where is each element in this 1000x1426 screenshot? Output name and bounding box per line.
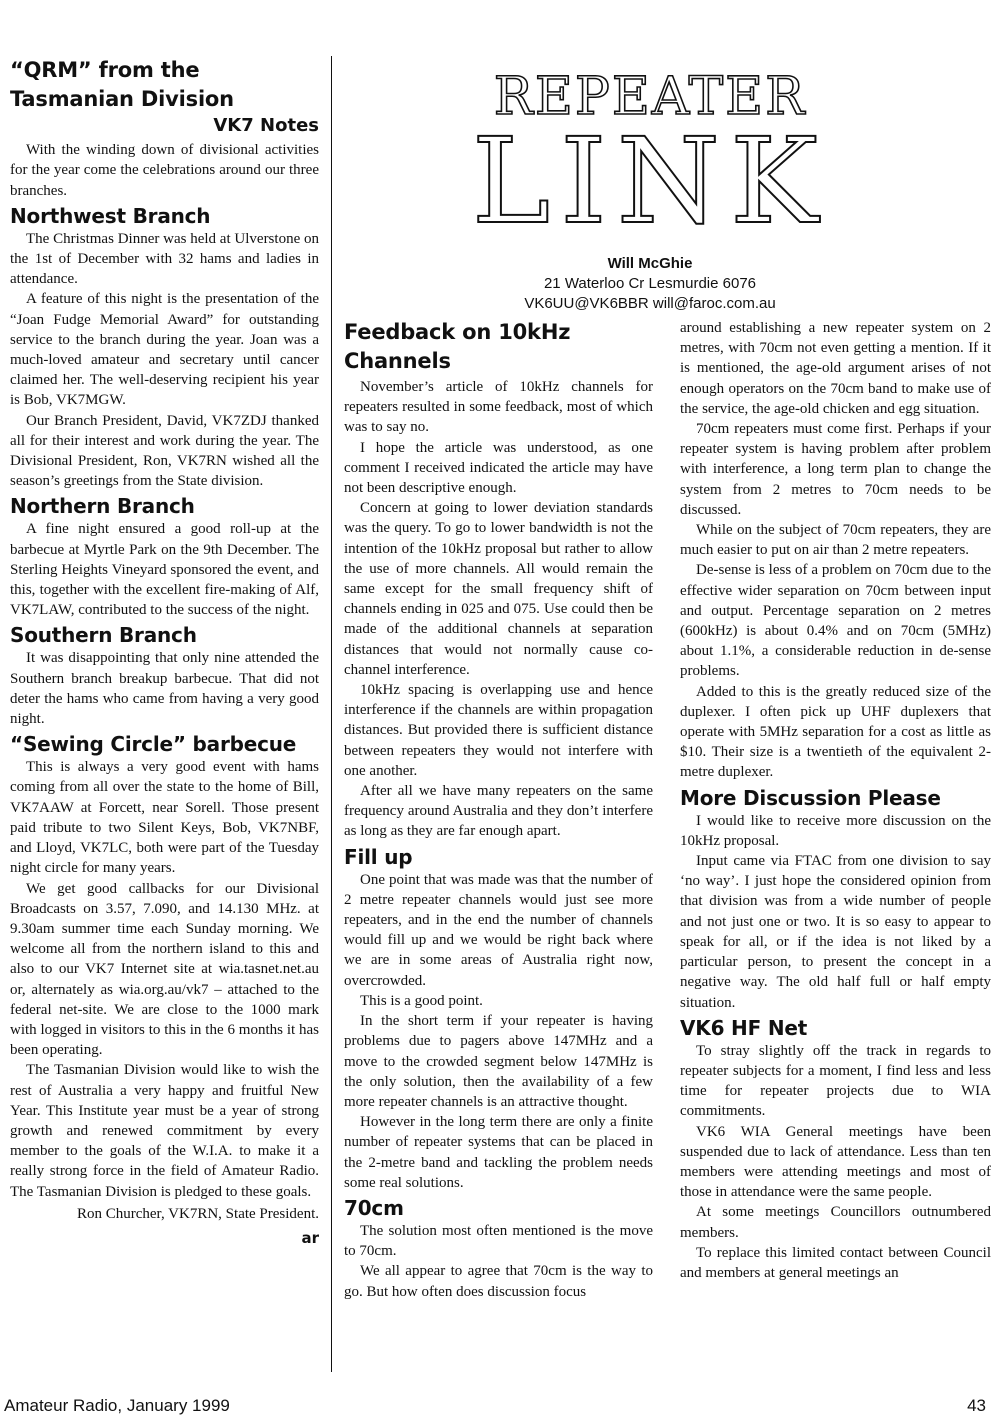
paragraph: Added to this is the greatly reduced size of the duplexer. I often pick up UHF duplexers that operate with 5MHz separation for a cost as little as $10. Their size is a twentieth of the equivalent 2-metre duplexer. <box>680 683 991 781</box>
article-title: “QRM” from the Tasmanian Division <box>10 58 234 111</box>
paragraph: De-sense is less of a problem on 70cm due to the effective wider separation on 70cm between input and output. Percentage separation on 2 metres (600kHz) is about 0.4% and on 70cm (5MHz) about 1.1%, a considerable reduction in de-sense problems. <box>680 562 991 680</box>
author-block <box>470 254 830 314</box>
right-column <box>680 318 991 1283</box>
paragraph: I would like to receive more discussion on the 10kHz proposal. <box>680 812 991 849</box>
signoff: Ron Churcher, VK7RN, State President. <box>76 1205 319 1222</box>
section-heading-70cm: 70cm <box>344 1195 404 1220</box>
paragraph: VK6 WIA General meetings have been suspended due to lack of attendance. Less than ten members were attending meetings and most of those in attendance were the same people. <box>680 1123 991 1201</box>
paragraph: However in the long term there are only a finite number of repeater systems that can be placed in the 2-metre band and tackling the problem needs some real solutions. <box>344 1114 653 1191</box>
paragraph: This is always a very good event with hams coming from all over the state to the home of Bill, VK7AAW at Forcett, near Sorell. Those present paid tribute to two Silent Keys, Bob, VK7NBF, and Lloyd, VK7LC, both were part of the Tuesday night circle for many years. <box>10 759 319 877</box>
author-address: 21 Waterloo Cr Lesmurdie 6076 <box>543 275 757 292</box>
paragraph: With the winding down of divisional activities for the year come the celebrations around our three branches. <box>10 142 319 199</box>
paragraph: While on the subject of 70cm repeaters, they are much easier to put on air than 2 metre repeaters. <box>680 522 991 559</box>
paragraph: 10kHz spacing is overlapping use and hence interference if the channels are within propagation distances. But provided there is sufficient distance between repeaters they would not interfere with one another. <box>344 682 653 779</box>
section-heading-northern: Northern Branch <box>10 494 195 519</box>
paragraph: I hope the article was understood, as one comment I received indicated the article may have not been descriptive enough. <box>344 439 653 497</box>
paragraph: November’s article of 10kHz channels for repeaters resulted in some feedback, most of which was to say no. <box>344 379 653 436</box>
section-heading-fill-up: Fill up <box>344 844 413 869</box>
paragraph: To stray slightly off the track in regards to repeater subjects for a moment, I find less and less time for repeater projects due to WIA commitments. <box>680 1042 991 1120</box>
logo-top-text: REPEATER <box>493 67 807 127</box>
paragraph: A fine night ensured a good roll-up at the barbecue at Myrtle Park on the 9th December. The Sterling Heights Vineyard sponsored the event, and this, together with the excellent fire-making of Alf, VK7LAW, contributed to the success of the night. <box>10 521 319 619</box>
paragraph: We all appear to agree that 70cm is the way to go. But how often does discussion focus <box>344 1263 653 1300</box>
page-number: 43 <box>967 1396 986 1415</box>
author-name: Will McGhie <box>607 255 693 272</box>
paragraph: The solution most often mentioned is the move to 70cm. <box>344 1222 653 1260</box>
article-subtitle: VK7 Notes <box>213 115 319 136</box>
section-heading-southern: Southern Branch <box>10 623 197 648</box>
section-heading-northwest: Northwest Branch <box>10 203 211 228</box>
paragraph: It was disappointing that only nine attended the Southern branch breakup barbecue. That did not deter the hams who came from having a very good night. <box>10 650 319 728</box>
paragraph: The Christmas Dinner was held at Ulverstone on the 1st of December with 32 hams and ladies in attendance. <box>10 230 319 288</box>
paragraph: One point that was made was that the number of 2 metre repeater channels would just see more repeaters, and in the end the number of channels would fill up and we would be right back where we are in some areas of Australia right now, overcrowded. <box>344 871 653 989</box>
paragraph: A feature of this night is the presentation of the “Joan Fudge Memorial Award” for outstanding service to the branch during the year. Joan was a much-loved amateur and secretary until cancer claimed her. The well-deserving recipient his year is Bob, VK7MGW. <box>10 291 319 409</box>
author-contact: VK6UU@VK6BBR will@faroc.com.au <box>524 295 776 312</box>
paragraph: To replace this limited contact between Council and members at general meetings an <box>680 1244 991 1281</box>
repeater-link-logo <box>470 62 830 234</box>
paragraph: After all we have many repeaters on the same frequency around Australia and they don’t interfere as long as they are far enough apart. <box>344 783 653 840</box>
section-heading-vk6-hf-net: VK6 HF Net <box>680 1015 808 1040</box>
paragraph: We get good callbacks for our Divisional Broadcasts on 3.57, 7.090, and 14.130 MHz. at 9.30am summer time each Sunday morning. We welcome all from the northern island to this and also to our VK7 Internet site at wia.tasnet.net.au or, alternately as wia.org.au/vk7 – attached to the federal net-site. We are close to the 1000 mark with logged in visitors to this in the 6 months it has been operating. <box>10 880 319 1059</box>
section-heading-more-discussion: More Discussion Please <box>680 785 941 810</box>
paragraph: This is a good point. <box>360 992 483 1009</box>
paragraph: Concern at going to lower deviation standards was the query. To go to lower bandwidth is not the intention of the 10kHz proposal but rather to allow the use of more channels. All would remain the same except for the small frequency shift of channels ending in 025 and 075. Use could then be made of the additional channels at separation distances that would not normally cause co-channel interference. <box>344 500 653 678</box>
publication-info: Amateur Radio, January 1999 <box>4 1396 230 1415</box>
paragraph: At some meetings Councillors outnumbered members. <box>680 1204 991 1241</box>
paragraph: around establishing a new repeater system on 2 metres, with 70cm not even getting a mention. If it is mentioned, the age-old argument arises of not enough operators on the 70cm band to make use of the service, the age-old chicken and egg situation. <box>680 320 991 417</box>
section-heading-feedback: Feedback on 10kHz Channels <box>344 320 571 373</box>
logo-bottom-text: LINK <box>471 112 829 234</box>
column-divider <box>331 56 332 1372</box>
paragraph: Input came via FTAC from one division to say ‘no way’. I just hope the considered opinion from that division was from a wide number of people and not just one or two. It is so easy to appear to speak for all, or if the idea is not liked by a particular person, to present the concept in a negative way. The old half full or half empty situation. <box>680 853 991 1011</box>
end-mark: ar <box>301 1228 319 1247</box>
paragraph: 70cm repeaters must come first. Perhaps if your repeater system is having problem after problem with interference, a long term plan to change the system from 2 metres to 70cm needs to be discussed. <box>680 421 991 518</box>
left-column <box>10 56 319 1248</box>
paragraph: Our Branch President, David, VK7ZDJ thanked all for their interest and work during the year. The Divisional President, Ron, VK7RN wished all the season’s greetings from the State division. <box>10 412 319 490</box>
paragraph: In the short term if your repeater is having problems due to pagers above 147MHz and a move to the crowded segment below 147MHz is the only solution, then the availability of a few more repeater channels is an attractive thought. <box>344 1013 653 1110</box>
middle-column <box>344 318 653 1302</box>
paragraph: The Tasmanian Division would like to wish the rest of Australia a very happy and fruitful New Year. This Institute year must be a year of strong growth and renewed commitment by every member to the goals of the W.I.A. to make it a really strong force in the field of Amateur Radio. The Tasmanian Division is pledged to these goals. <box>10 1062 319 1200</box>
section-heading-sewing-circle: “Sewing Circle” barbecue <box>10 732 297 757</box>
